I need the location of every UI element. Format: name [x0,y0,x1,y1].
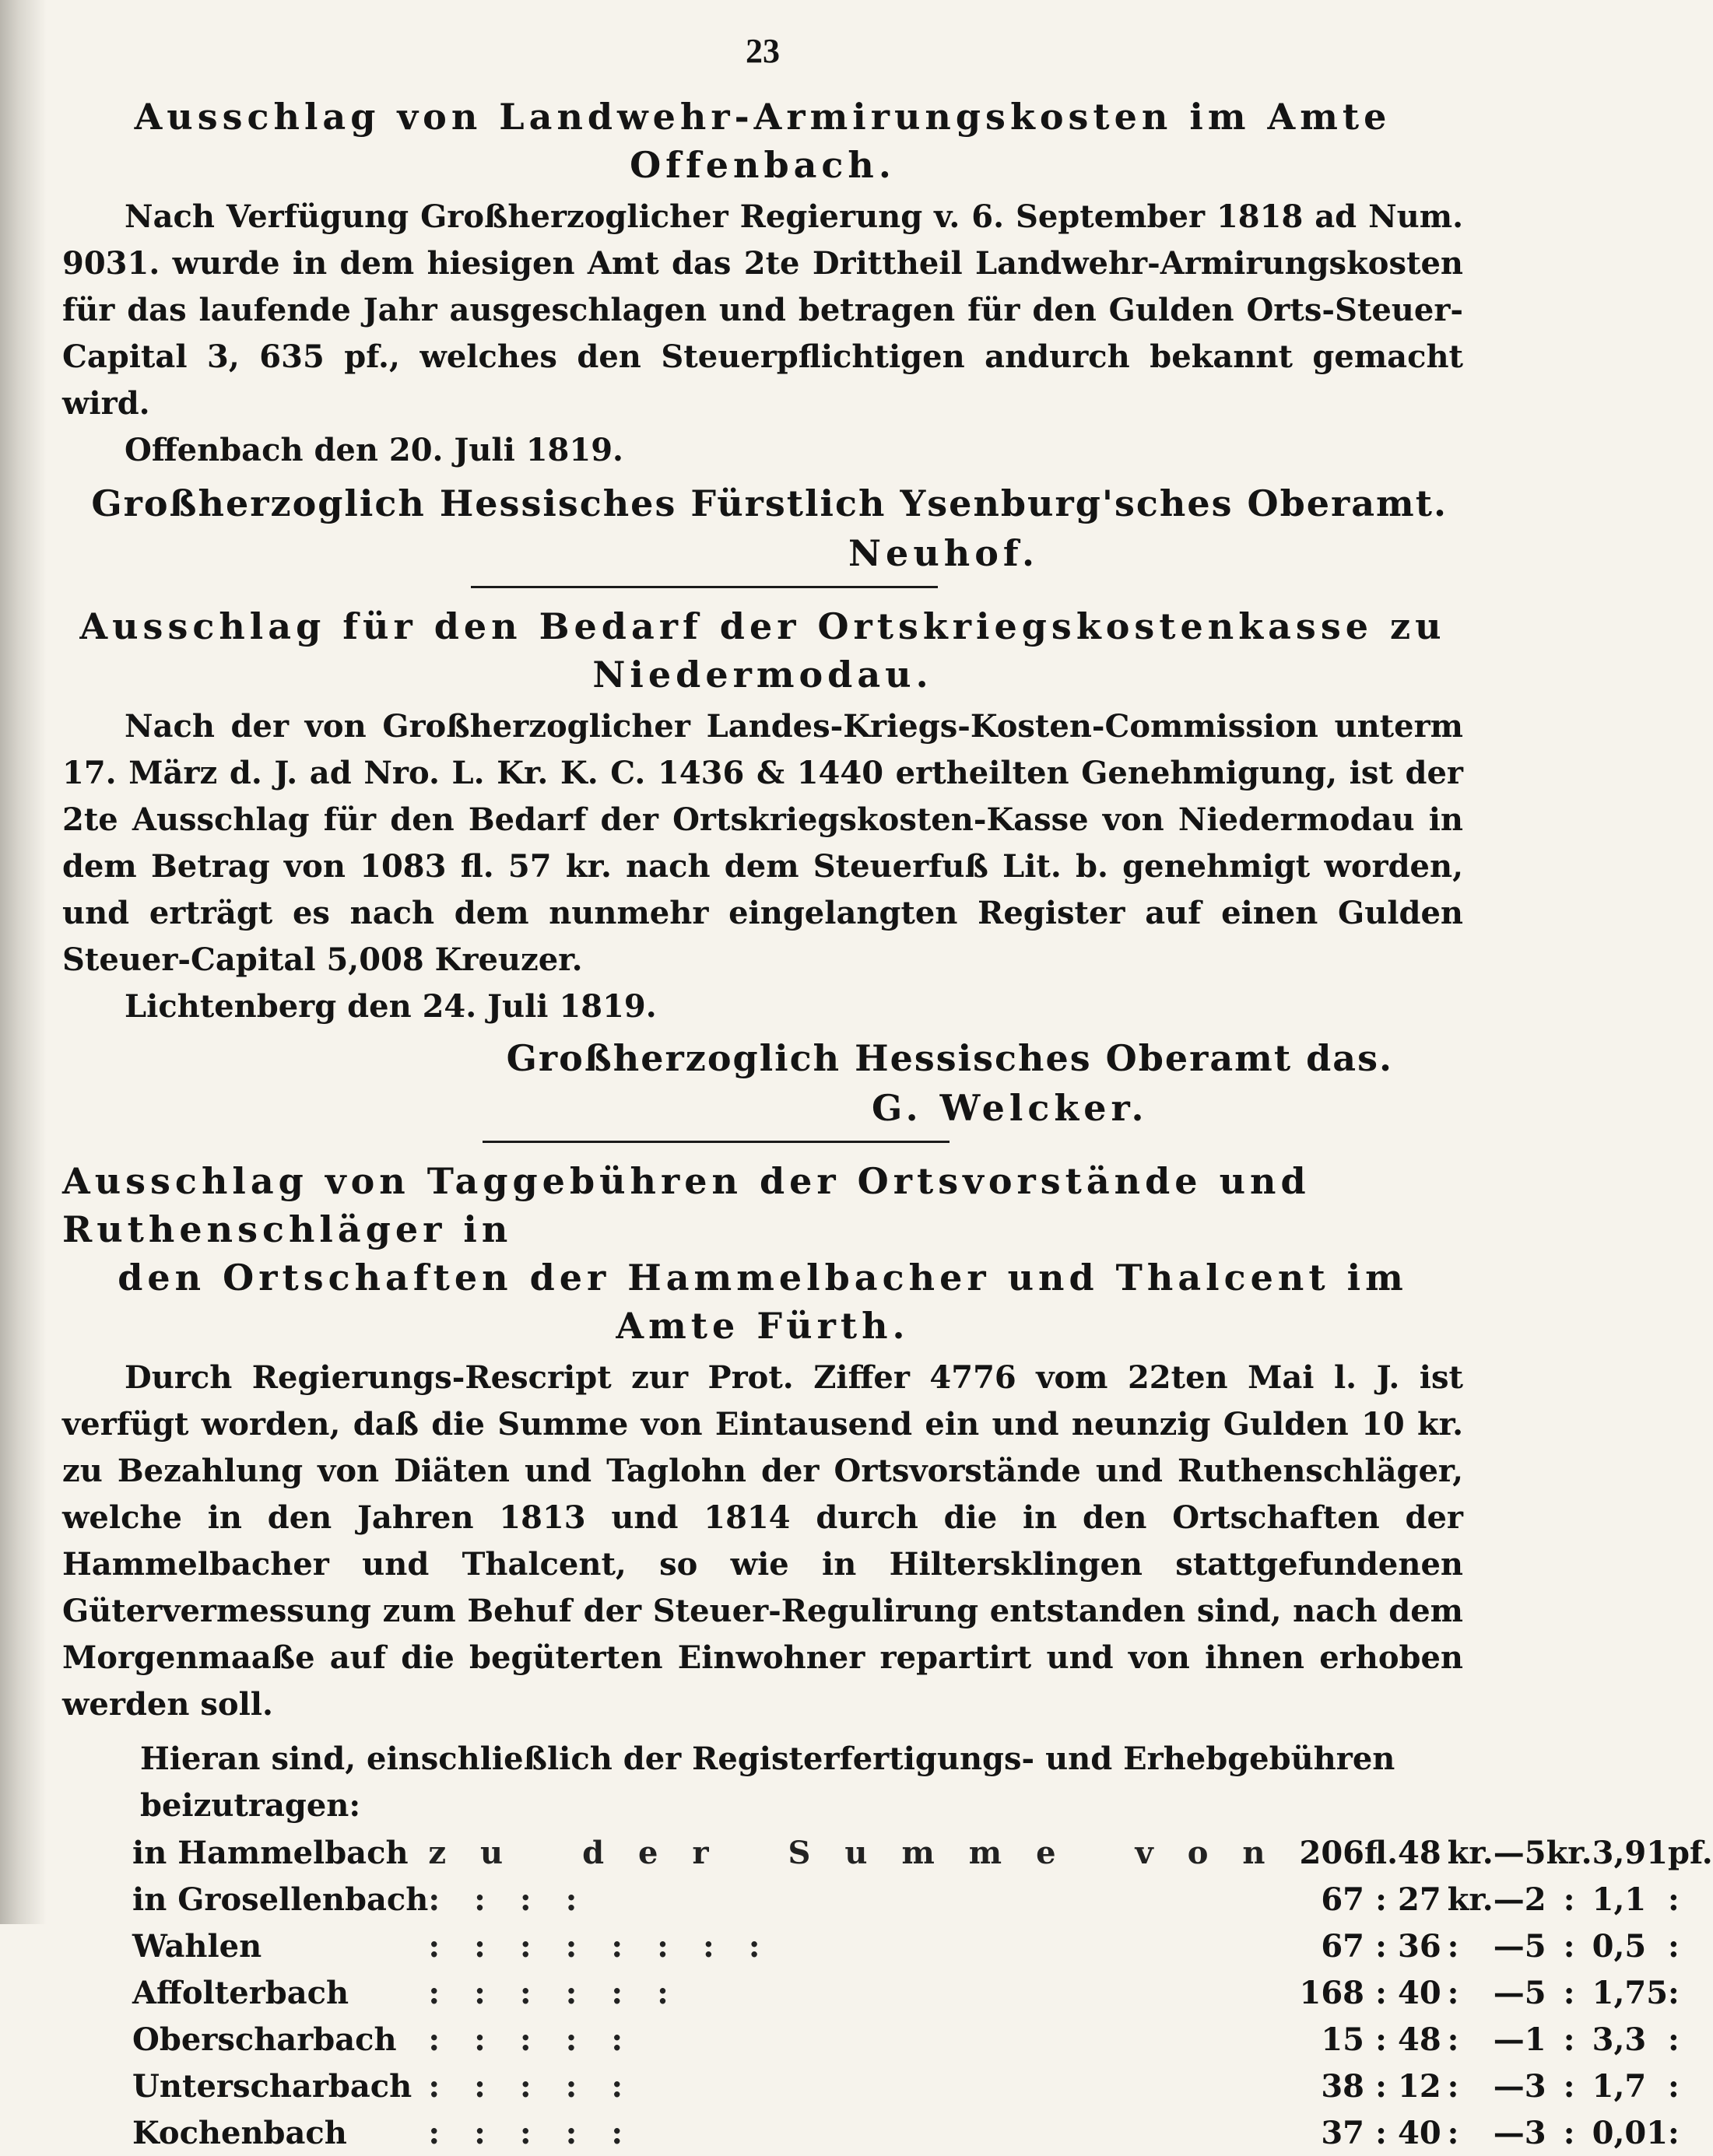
place-date: Offenbach den 20. Juli 1819. [125,432,623,468]
section-body: Nach der von Großherzoglicher Landes-Kriegs-Kosten-Commission unterm 17. März d. J. ad Nro. L. Kr. K. C. 1436 & 1440 ertheilten Genehmigung, ist der 2te Ausschlag für den Bedarf der Ortskriegskosten-Kasse von Niedermodau in dem Betrag von 1083 fl. 57 kr. nach dem Steuerfuß Lit. b. genehmigt worden, und erträgt es nach dem nunmehr eingelangten Register auf einen Gulden Steuer-Capital 5,008 Kreuzer. [62,708,1463,978]
signature-authority: Großherzoglich Hessisches Fürstlich Ysenburg'sches Oberamt. [91,482,1448,524]
cell-kr2: 3 [1524,2114,1546,2151]
cell-fl: 168 [1299,1974,1364,2011]
contribution-intro: Hieran sind, einschließlich der Registerfertigungs- und Erhebgebühren beizutragen: [140,1741,1395,1824]
cell-pf: 1,7 [1592,2067,1647,2105]
cell-fl: 37 [1321,2114,1364,2151]
table-row [132,1923,1713,1969]
cell-pf-unit: : [1668,1881,1680,1918]
page-gutter-shadow [0,0,47,1924]
cell-place: Wahlen [132,1927,262,1965]
cell-place: Affolterbach [132,1974,349,2011]
cell-pf: 3,91 [1592,1834,1669,1871]
table-row [132,1876,1713,1923]
cell-pf-unit: : [1668,2067,1680,2105]
cell-kr: 27 [1398,1881,1441,1918]
cell-pf: 3,3 [1592,2021,1647,2058]
page-number: 23 [746,32,780,70]
cell-place: Oberscharbach [132,2021,397,2058]
cell-kr-unit: kr. [1447,1881,1494,1918]
table-row [132,1969,1713,2016]
cell-kr2-unit: : [1563,2114,1575,2151]
cell-place: Unterscharbach [132,2067,412,2105]
cell-kr2: 5 [1524,1834,1546,1871]
cell-dash: — [1493,1974,1525,2011]
cell-place: in Hammelbach [132,1834,409,1871]
cell-fl-unit: : [1375,1927,1387,1965]
cell-kr2-unit: kr. [1546,1834,1592,1871]
cell-ditto: :::: [428,1881,612,1918]
cell-kr-unit: : [1447,2067,1459,2105]
table-row [132,2016,1713,2063]
section-body: Nach Verfügung Großherzoglicher Regierung v. 6. September 1818 ad Num. 9031. wurde in dem hiesigen Amt das 2te Drittheil Landwehr-Armirungskosten für das laufende Jahr ausgeschlagen und betragen für den Gulden Orts-Steuer-Capital 3, 635 pf., welches den Steuerpflichtigen andurch bekannt gemacht wird. [62,198,1463,422]
cell-kr2: 1 [1524,2021,1546,2058]
cell-dash: — [1493,1927,1525,1965]
cell-kr: 40 [1398,2114,1441,2151]
cell-kr2: 5 [1524,1927,1546,1965]
cell-fl: 67 [1321,1927,1364,1965]
cell-kr2-unit: : [1563,2021,1575,2058]
cell-kr-unit: kr. [1447,1834,1494,1871]
cell-fl: 15 [1321,2021,1364,2058]
cell-ditto: ::::: [428,2114,658,2151]
cell-pf-unit: pf. [1668,1834,1713,1871]
cell-dash: — [1493,2114,1525,2151]
cell-kr2: 3 [1524,2067,1546,2105]
cell-pf: 0,5 [1592,1927,1647,1965]
cell-kr: 12 [1398,2067,1441,2105]
cell-pf-unit: : [1668,2114,1680,2151]
section-body: Durch Regierungs-Rescript zur Prot. Ziffer 4776 vom 22ten Mai l. J. ist verfügt worden, daß die Summe von Eintausend ein und neunzig Gulden 10 kr. zu Bezahlung von Diäten und Taglohn der Ortsvorstände und Ruthenschläger, welche in den Jahren 1813 und 1814 durch die in den Ortschaften der Hammelbacher und Thalcent, so wie in Hiltersklingen stattgefundenen Gütervermessung zum Behuf der Steuer-Regulirung entstanden sind, nach dem Morgenmaaße auf die begüterten Einwohner repartirt und von ihnen erhoben werden soll. [62,1359,1463,1723]
cell-pf: 0,01 [1592,2114,1669,2151]
cell-kr-unit: : [1447,1927,1459,1965]
cell-dash: — [1493,1834,1525,1871]
cell-kr: 40 [1398,1974,1441,2011]
table-row [132,2063,1713,2109]
cell-kr2-unit: : [1563,1927,1575,1965]
cell-fl-unit: : [1375,1974,1387,2011]
cell-fl-unit: : [1375,1881,1387,1918]
signature-name: Neuhof. [848,532,1040,574]
cell-fl: 67 [1321,1881,1364,1918]
cell-kr2-unit: : [1563,1881,1575,1918]
cell-kr2: 2 [1524,1881,1546,1918]
notice-offenbach [62,93,1463,578]
signature-name: G. Welcker. [872,1087,1149,1129]
cell-kr2-unit: : [1563,1974,1575,2011]
section-heading-line2: den Ortschaften der Hammelbacher und Thalcent im Amte Fürth. [118,1257,1408,1347]
notice-niedermodau [62,602,1463,1133]
cell-dash: — [1493,2067,1525,2105]
table-row [132,2109,1713,2156]
notice-fuerth [62,1157,1713,2156]
cell-ditto: zu der Summe von [428,1834,1300,1871]
section-heading-line1: Ausschlag für den Bedarf der Ortskriegskostenkasse zu [79,605,1446,647]
cell-kr-unit: : [1447,2021,1459,2058]
cell-kr-unit: : [1447,1974,1459,2011]
cell-ditto: :::::: [428,1974,703,2011]
cell-fl-unit: : [1375,2021,1387,2058]
section-heading: Ausschlag von Landwehr-Armirungskosten im Amte Offenbach. [134,96,1392,186]
cell-kr2-unit: : [1563,2067,1575,2105]
cell-kr: 48 [1398,2021,1441,2058]
cell-kr2: 5 [1524,1974,1546,2011]
section-divider [483,1141,950,1143]
cell-dash: — [1493,2021,1525,2058]
section-heading-line2: Niedermodau. [592,654,933,696]
cell-ditto: ::::: [428,2067,658,2105]
cell-kr-unit: : [1447,2114,1459,2151]
cell-fl-unit: : [1375,2114,1387,2151]
section-divider [471,586,938,588]
signature-authority: Großherzoglich Hessisches Oberamt das. [506,1037,1393,1079]
cell-pf: 1,1 [1592,1881,1647,1918]
cell-pf: 1,75 [1592,1974,1669,2011]
table-row [132,1829,1713,1876]
section-heading-line1: Ausschlag von Taggebühren der Ortsvorstände und Ruthenschläger in [62,1160,1311,1250]
cell-pf-unit: : [1668,1927,1680,1965]
cell-fl-unit: : [1375,2067,1387,2105]
cell-ditto: ::::: [428,2021,658,2058]
cell-kr: 48 [1398,1834,1441,1871]
cell-place: in Grosellenbach [132,1881,429,1918]
cell-ditto: :::::::: [428,1927,795,1965]
cell-fl: 206 [1299,1834,1364,1871]
cell-fl: 38 [1321,2067,1364,2105]
cell-kr: 36 [1398,1927,1441,1965]
cell-pf-unit: : [1668,2021,1680,2058]
cell-pf-unit: : [1668,1974,1680,2011]
cell-dash: — [1493,1881,1525,1918]
place-date: Lichtenberg den 24. Juli 1819. [125,988,657,1025]
cell-fl-unit: fl. [1364,1834,1398,1871]
document-page [62,31,1713,2151]
contribution-table [132,1829,1713,2156]
cell-place: Kochenbach [132,2114,347,2151]
